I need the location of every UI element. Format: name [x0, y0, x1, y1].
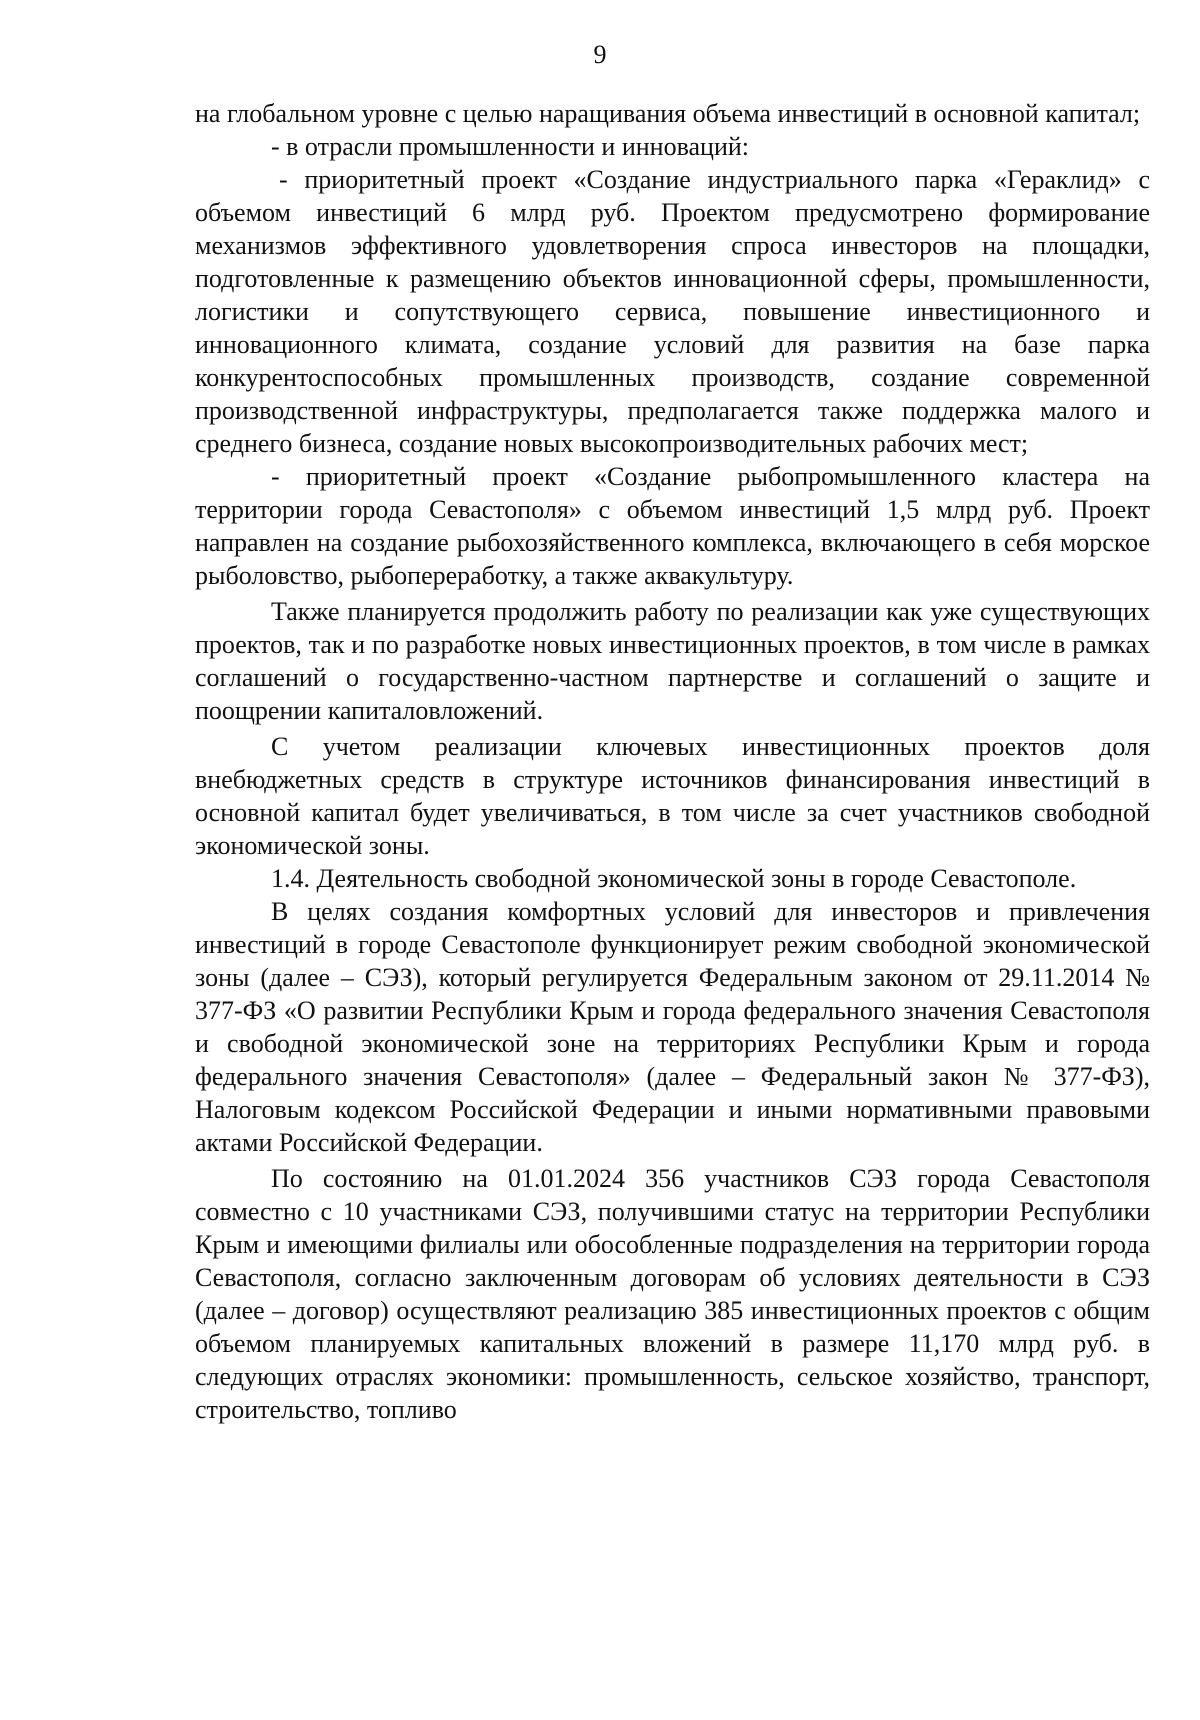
paragraph-continuation: на глобальном уровне с целью наращивания объема инвестиций в основной капитал;: [195, 99, 1141, 128]
paragraph-sez-participants: По состоянию на 01.01.2024 356 участников СЭЗ города Севастополя совместно с 10 участниками СЭЗ, получившими статус на территории Республики Крым и имеющими филиалы или обособленные подразделения на территории города Севастополя, согласно заключенным договорам об условиях деятельности в СЭЗ (далее – договор) осуществляют реализацию 385 инвестиционных проектов с общим объемом планируемых капитальных вложений в размере 11,170 млрд руб. в следующих отраслях экономики: промышленность, сельское хозяйство, транспорт, строительство, топливо: [195, 1164, 1150, 1424]
document-body: [195, 97, 1150, 1426]
paragraph-heraklid-project: - приоритетный проект «Создание индустриального парка «Гераклид» с объемом инвестиций 6 млрд руб. Проектом предусмотрено формирование механизмов эффективного удовлетворения спроса инвесторов на площадки, подготовленные к размещению объектов инновационной сферы, промышленности, логистики и сопутствующего сервиса, повышение инвестиционного и инновационного климата, создание условий для развития на базе парка конкурентоспособных промышленных производств, создание современной производственной инфраструктуры, предполагается также поддержка малого и среднего бизнеса, создание новых высокопроизводительных рабочих мест;: [195, 165, 1150, 458]
paragraph-extrabudgetary-funds: С учетом реализации ключевых инвестиционных проектов доля внебюджетных средств в структуре источников финансирования инвестиций в основной капитал будет увеличиваться, в том числе за счет участников свободной экономической зоны.: [195, 732, 1150, 860]
paragraph-sez-regime: В целях создания комфортных условий для инвесторов и привлечения инвестиций в городе Севастополе функционирует режим свободной экономической зоны (далее – СЭЗ), который регулируется Федеральным законом от 29.11.2014 № 377-ФЗ «О развитии Республики Крым и города федерального значения Севастополя и свободной экономической зоне на территориях Республики Крым и города федерального значения Севастополя» (далее – Федеральный закон № 377-ФЗ), Налоговым кодексом Российской Федерации и иными нормативными правовыми актами Российской Федерации.: [195, 897, 1150, 1157]
section-heading-1-4: 1.4. Деятельность свободной экономической зоны в городе Севастополе.: [271, 864, 1077, 893]
page-number: 9: [593, 40, 607, 69]
paragraph-fish-cluster-project: - приоритетный проект «Создание рыбопромышленного кластера на территории города Севастополя» с объемом инвестиций 1,5 млрд руб. Проект направлен на создание рыбохозяйственного комплекса, включающего в себя морское рыболовство, рыбопереработку, а также аквакультуру.: [195, 462, 1150, 590]
paragraph-further-work: Также планируется продолжить работу по реализации как уже существующих проектов, так и по разработке новых инвестиционных проектов, в том числе в рамках соглашений о государственно-частном партнерстве и соглашений о защите и поощрении капиталовложений.: [195, 597, 1150, 725]
paragraph-industry-heading: - в отрасли промышленности и инноваций:: [271, 132, 750, 161]
